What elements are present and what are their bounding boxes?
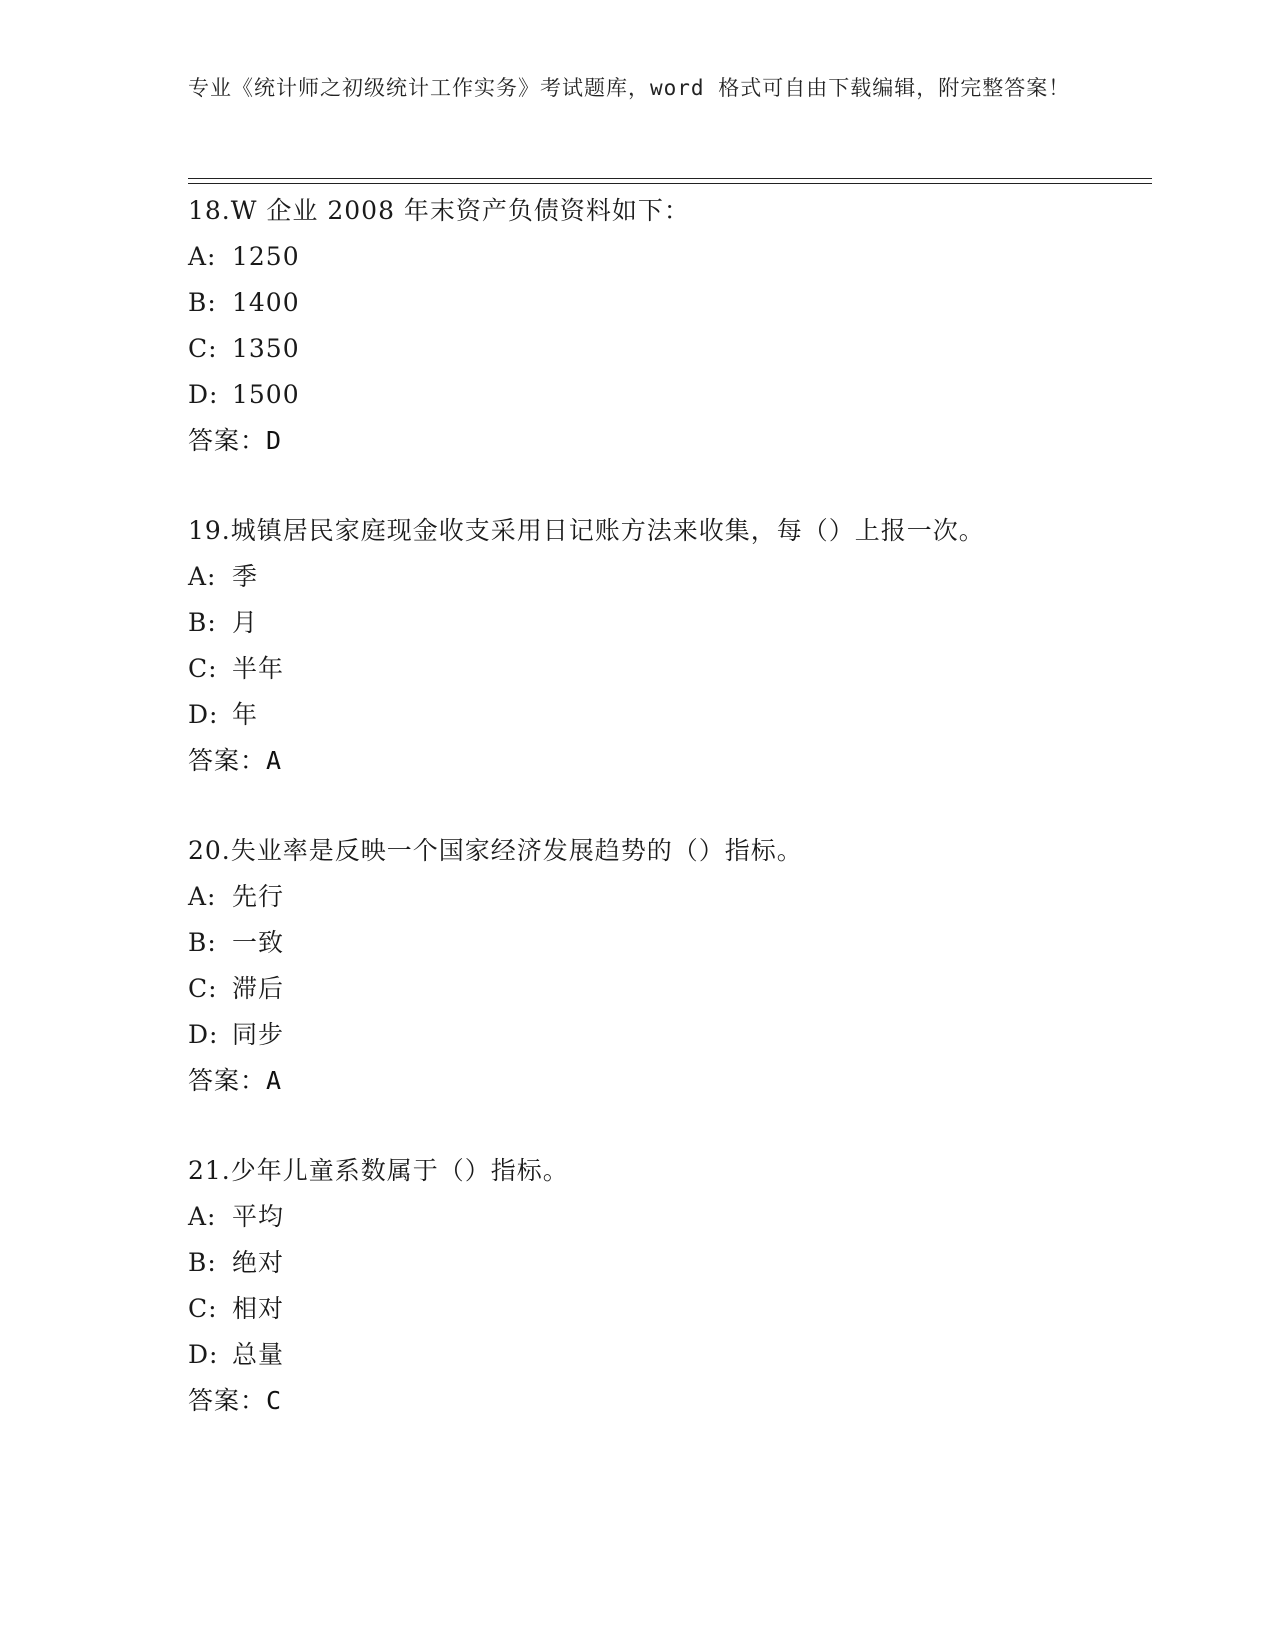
option-a [188,874,1152,920]
option-key: B: [188,608,217,637]
option-text: 滞后 [232,974,285,1003]
option-text: 1350 [232,334,300,363]
question-text: W 企业 2008 年末资产负债资料如下： [230,196,690,225]
question-stem [188,828,1152,874]
answer-value: A [266,1066,283,1095]
option-text: 年 [232,700,259,729]
option-text: 先行 [232,882,285,911]
option-text: 1400 [232,288,300,317]
question-20 [188,828,1152,1104]
option-text: 总量 [232,1340,285,1369]
option-key: D: [188,380,219,409]
header-divider-top [188,178,1152,179]
option-key: D: [188,1020,219,1049]
option-d [188,1012,1152,1058]
option-text: 月 [232,608,259,637]
option-a [188,1194,1152,1240]
option-key: A: [188,1202,217,1231]
answer-label: 答案： [188,1386,267,1415]
option-b [188,600,1152,646]
header-divider-bottom [188,183,1152,184]
question-21 [188,1148,1152,1424]
option-key: C: [188,334,218,363]
question-number: 19. [188,516,231,545]
answer-line [188,1058,1152,1104]
option-text: 绝对 [232,1248,285,1277]
option-c [188,966,1152,1012]
document-header: 专业《统计师之初级统计工作实务》考试题库，word 格式可自由下载编辑，附完整答案！ [188,76,1071,100]
answer-value: D [266,426,283,455]
option-text: 1250 [232,242,300,271]
option-b [188,280,1152,326]
option-b [188,1240,1152,1286]
question-text: 城镇居民家庭现金收支采用日记账方法来收集，每（）上报一次。 [230,516,985,545]
question-text: 少年儿童系数属于（）指标。 [230,1156,569,1185]
answer-value: A [266,746,283,775]
option-text: 平均 [232,1202,285,1231]
option-text: 同步 [232,1020,285,1049]
option-c [188,1286,1152,1332]
option-key: C: [188,974,218,1003]
option-key: A: [188,882,217,911]
option-b [188,920,1152,966]
option-key: B: [188,928,217,957]
option-a [188,234,1152,280]
question-stem [188,188,1152,234]
option-text: 1500 [232,380,300,409]
answer-line [188,1378,1152,1424]
option-key: C: [188,1294,218,1323]
option-key: B: [188,288,217,317]
answer-label: 答案： [188,746,267,775]
option-text: 半年 [232,654,285,683]
answer-line [188,738,1152,784]
option-key: A: [188,562,217,591]
option-text: 相对 [232,1294,285,1323]
option-c [188,326,1152,372]
question-text: 失业率是反映一个国家经济发展趋势的（）指标。 [230,836,803,865]
question-number: 20. [188,836,231,865]
option-key: D: [188,1340,219,1369]
question-stem [188,1148,1152,1194]
option-key: B: [188,1248,217,1277]
question-number: 21. [188,1156,231,1185]
answer-label: 答案： [188,1066,267,1095]
option-d [188,692,1152,738]
option-d [188,372,1152,418]
option-key: C: [188,654,218,683]
answer-line [188,418,1152,464]
answer-value: C [266,1386,283,1415]
option-d [188,1332,1152,1378]
question-stem [188,508,1152,554]
question-18 [188,188,1152,464]
option-a [188,554,1152,600]
option-key: D: [188,700,219,729]
option-key: A: [188,242,217,271]
option-text: 一致 [232,928,285,957]
answer-label: 答案： [188,426,267,455]
option-text: 季 [232,562,259,591]
option-c [188,646,1152,692]
question-number: 18. [188,196,231,225]
question-19 [188,508,1152,784]
